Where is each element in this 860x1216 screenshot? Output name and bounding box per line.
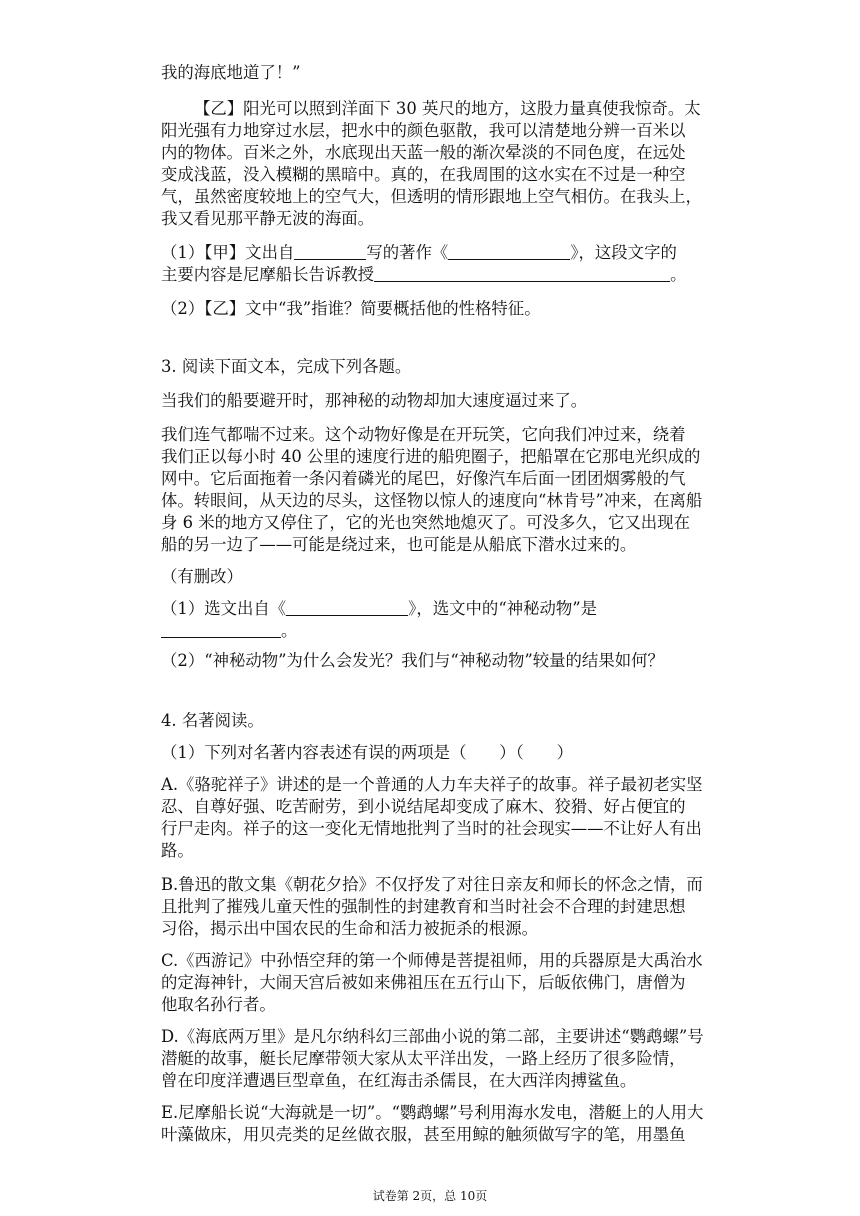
option-c-line: 他取名孙行者。 — [161, 995, 276, 1014]
question-text: 》，这段文字的 — [570, 243, 677, 262]
passage-line: 体。转眼间，从天边的尽头，这怪物以惊人的速度向“林肯号”冲来，在离船 — [161, 491, 703, 510]
section-3-question-1 — [161, 598, 597, 620]
option-d-line: 曾在印度洋遭遇巨型章鱼，在红海击杀儒艮，在大西洋肉搏鲨鱼。 — [161, 1071, 637, 1090]
book-title-blank[interactable] — [448, 243, 570, 260]
question-1 — [161, 242, 677, 264]
option-a-line: 路。 — [161, 841, 194, 860]
question-1-cont — [161, 264, 686, 286]
question-text: 主要内容是尼摩船长告诉教授 — [161, 265, 375, 284]
passage-b-line: 内的物体。百米之外，水底现出天蓝一般的渐次晕淡的不同色度，在远处 — [161, 143, 686, 162]
question-text: 。 — [670, 265, 687, 284]
passage-line: 当我们的船要避开时，那神秘的动物却加大速度逼过来了。 — [161, 391, 588, 410]
option-d-line: D.《海底两万里》是凡尔纳科幻三部曲小说的第二部，主要讲述“鹦鹉螺”号 — [161, 1027, 704, 1046]
option-b-line: 且批判了摧残儿童天性的强制性的封建教育和当时社会不合理的封建思想 — [161, 897, 686, 916]
passage-b-line: 阳光强有力地穿过水层，把水中的颜色驱散，我可以清楚地分辨一百米以 — [161, 121, 686, 140]
option-a-line: 忍、自尊好强、吃苦耐劳，到小说结尾却变成了麻木、狡猾、好占便宜的 — [161, 797, 686, 816]
author-blank[interactable] — [294, 243, 366, 260]
passage-line: 我们连气都喘不过来。这个动物好像是在开玩笑，它向我们冲过来，绕着 — [161, 425, 686, 444]
passage-b-line: 气，虽然密度较地上的空气大，但透明的情形跟地上空气相仿。在我头上， — [161, 187, 702, 206]
option-b-line: 习俗，揭示出中国农民的生命和活力被扼杀的根源。 — [161, 919, 538, 938]
option-e-line: 叶藻做床，用贝壳类的足丝做衣服，甚至用鲸的触须做写字的笔，用墨鱼 — [161, 1125, 686, 1144]
option-a-line: 行尸走肉。祥子的这一变化无情地批判了当时的社会现实——不让好人有出 — [161, 819, 702, 838]
section-3-question-1-cont — [161, 620, 297, 642]
passage-line: 身 6 米的地方又停住了，它的光也突然地熄灭了。可没多久，它又出现在 — [161, 513, 690, 532]
option-a-line: A.《骆驼祥子》讲述的是一个普通的人力车夫祥子的故事。祥子最初老实坚 — [161, 775, 703, 794]
option-d-line: 潜艇的故事，艇长尼摩带领大家从太平洋出发，一路上经历了很多险情， — [161, 1049, 686, 1068]
passage-b-line: 变成浅蓝，没入模糊的黑暗中。真的，在我周围的这水实在不过是一种空 — [161, 165, 686, 184]
question-text: 》，选文中的“神秘动物”是 — [408, 599, 598, 618]
option-c-line: C.《西游记》中孙悟空拜的第一个师傅是菩提祖师，用的兵器原是大禹治水 — [161, 951, 703, 970]
section-3-question-2: （2）“神秘动物”为什么会发光？我们与“神秘动物”较量的结果如何？ — [161, 651, 664, 670]
section-4-question-1: （1）下列对名著内容表述有误的两项是（ ）（ ） — [161, 743, 573, 762]
passage-line: 我们正以每小时 40 公里的速度行进的船兜圈子，把船罩在它那电光织成的 — [161, 447, 701, 466]
option-e-line: E.尼摩船长说“大海就是一切”。“鹦鹉螺”号利用海水发电，潜艇上的人用大 — [161, 1103, 704, 1122]
question-2: （2）【乙】文中“我”指谁？简要概括他的性格特征。 — [161, 299, 541, 318]
question-text: 。 — [281, 621, 298, 640]
edit-note: （有删改） — [161, 567, 243, 586]
content-blank[interactable] — [374, 265, 670, 282]
passage-line: 船的另一边了——可能是绕过来，也可能是从船底下潜水过来的。 — [161, 535, 637, 554]
option-b-line: B.鲁迅的散文集《朝花夕拾》不仅抒发了对往日亲友和师长的怀念之情，而 — [161, 875, 703, 894]
passage-b-line: 我又看见那平静无波的海面。 — [161, 209, 375, 228]
creature-blank[interactable] — [161, 621, 281, 638]
question-text: （1）选文出自《 — [161, 599, 287, 618]
section-4-title: 4. 名著阅读。 — [161, 711, 264, 730]
question-text: （1）【甲】文出自 — [161, 243, 295, 262]
book-title-blank[interactable] — [286, 599, 408, 616]
passage-b-line: 【乙】阳光可以照到洋面下 30 英尺的地方，这股力量真使我惊奇。太 — [194, 99, 701, 118]
question-text: 写的著作《 — [366, 243, 449, 262]
option-c-line: 的定海神针，大闹天宫后被如来佛祖压在五行山下，后皈依佛门，唐僧为 — [161, 973, 686, 992]
text-line: 我的海底地道了！” — [161, 63, 301, 82]
passage-line: 网中。它后面拖着一条闪着磷光的尾巴，好像汽车后面一团团烟雾般的气 — [161, 469, 686, 488]
section-3-title: 3. 阅读下面文本，完成下列各题。 — [161, 357, 412, 376]
page-footer: 试卷第 2页，总 10页 — [372, 1189, 488, 1203]
